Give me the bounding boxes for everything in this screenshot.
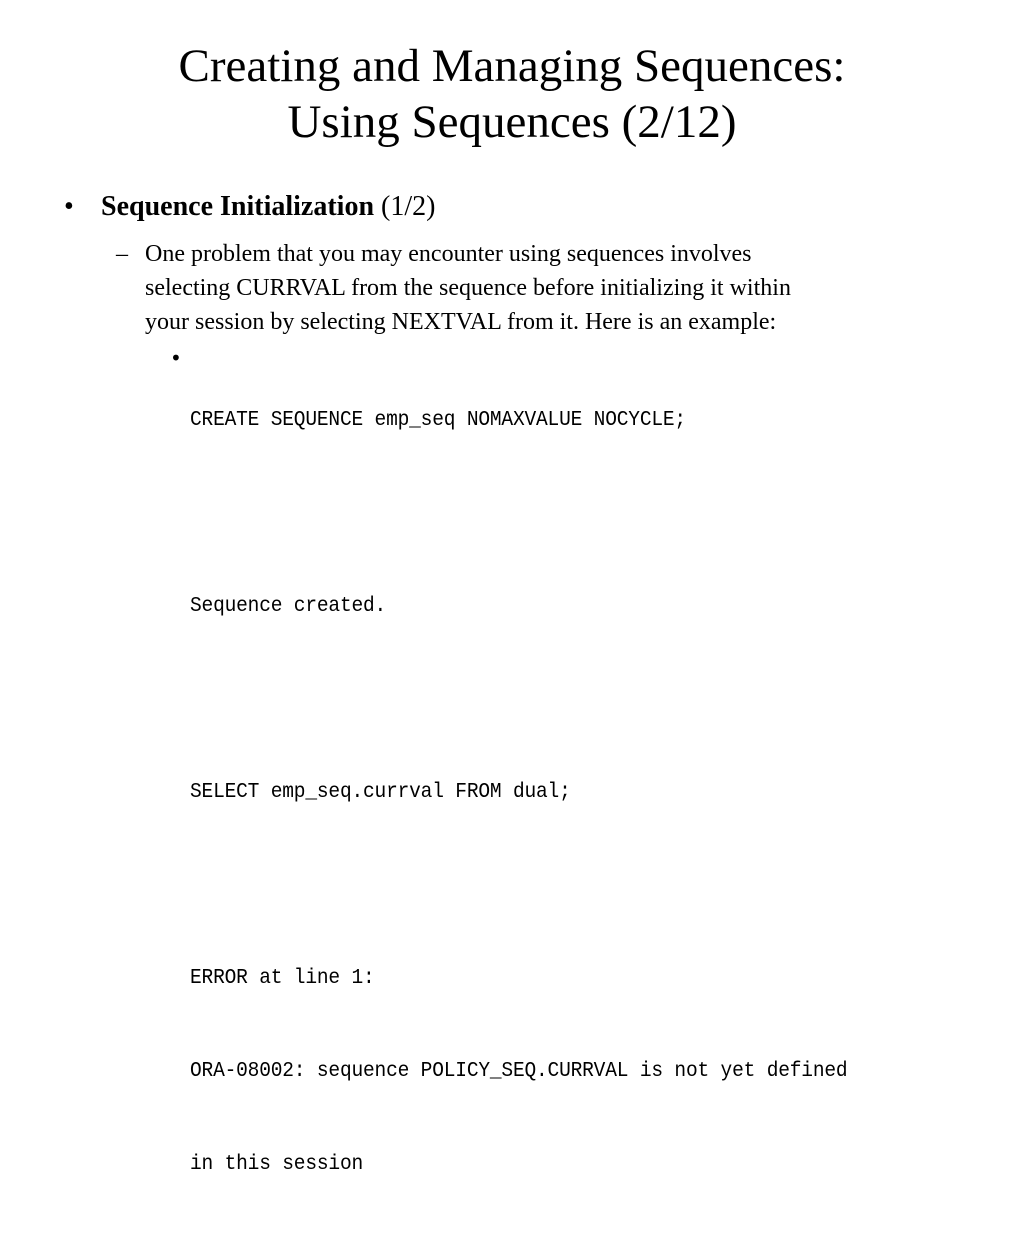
slide-title-line-1: Creating and Managing Sequences: (178, 40, 846, 92)
code-line (190, 684, 847, 715)
code-line: ORA-08002: sequence POLICY_SEQ.CURRVAL is not yet defined (190, 1060, 848, 1083)
code-line: Sequence created. (190, 595, 387, 618)
code-line: in this session (190, 1153, 364, 1176)
code-line: SELECT emp_seq.currval FROM dual; (190, 781, 571, 804)
bullet-heading: Sequence Initialization (101, 191, 375, 222)
slide-title-line-2: Using Sequences (2/12) (287, 96, 737, 148)
slide-title (0, 38, 1024, 150)
code-line (190, 870, 847, 901)
sub-bullet-line-3: your session by selecting NEXTVAL from it. Here is an example: (145, 309, 777, 335)
small-bullet-dot-icon: • (170, 346, 182, 370)
code-line (190, 498, 847, 529)
sub-bullet-text (145, 237, 935, 339)
dash-bullet-icon: – (116, 241, 128, 267)
code-line: ERROR at line 1: (190, 967, 375, 990)
bullet-page-indicator: (1/2) (374, 191, 436, 222)
code-line: CREATE SEQUENCE emp_seq NOMAXVALUE NOCYCLE; (190, 409, 686, 432)
bullet-text (101, 190, 435, 224)
sql-code-block (190, 343, 847, 1242)
sub-bullet-line-2: selecting CURRVAL from the sequence before initializing it within (145, 275, 791, 301)
sub-bullet-line-1: One problem that you may encounter using sequences involves (145, 241, 752, 267)
bullet-dot-icon: • (64, 191, 74, 222)
